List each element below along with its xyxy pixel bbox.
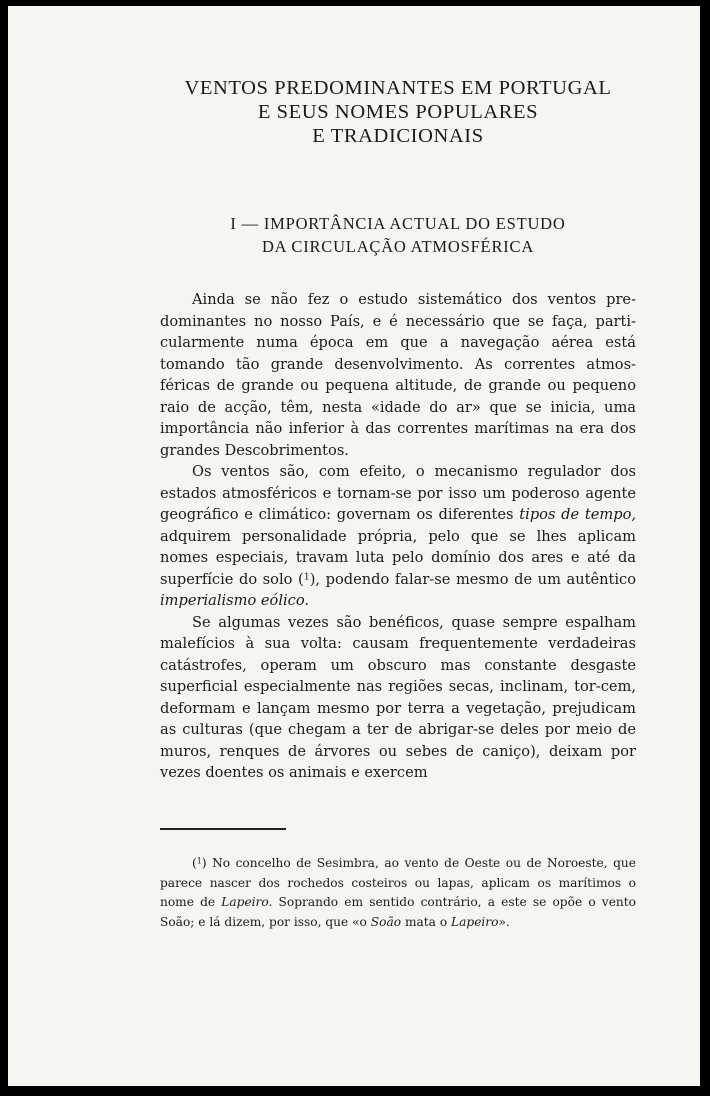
section-heading xyxy=(160,212,636,258)
title-line-3: E TRADICIONAIS xyxy=(312,125,484,147)
footnote-text-c: mata o xyxy=(401,914,452,929)
footnote-text-d: ». xyxy=(498,914,510,929)
body-text xyxy=(160,289,636,784)
paragraph-2-text-b: adquirem personalidade própria, pelo que se lhes aplicam nomes especiais, travam luta pelo domínio dos ares e até da superfície do solo ( xyxy=(160,527,636,588)
footnote-paragraph: ($^1$) No concelho de Sesimbra, ao vento de Oeste ou de Noroeste, que parece nascer dos rochedos costeiros ou lapas, aplicam os marítimos o nome de Lapeiro. Soprando em sentido contrário, a este se opõe o vento Soão; e lá dizem, por isso, que «o Soão mata o Lapeiro». xyxy=(160,856,636,929)
footnote-ref[interactable]: 1 xyxy=(303,571,310,583)
title-line-1: VENTOS PREDOMINANTES EM PORTUGAL xyxy=(184,77,612,99)
paragraph-3: Se algumas vezes são benéficos, quase sempre espalham malefícios à sua volta: causam frequentemente verdadeiras catástrofes, operam um obscuro mas constante desgaste superficial especialmente nas regiões secas, inclinam, tor-cem, deformam e lançam mesmo por terra a vegetação, prejudicam as culturas (que chegam a ter de abrigar-se deles por meio de muros, renques de árvores ou sebes de caniço), deixam por vezes doentes os animais e exercem xyxy=(160,613,636,781)
book-page xyxy=(8,6,700,1086)
lapeiro-italic: Lapeiro. xyxy=(221,895,273,909)
paragraph-2-text-a: Os ventos são, com efeito, o mecanismo regulador dos estados atmosféricos e tornam-se por isso um poderoso agente geográfico e climático: governam os diferentes xyxy=(160,463,636,523)
title-line-2: E SEUS NOMES POPULARES xyxy=(257,101,539,123)
paragraph-1: Ainda se não fez o estudo sistemático dos ventos pre-dominantes no nosso País, e é necessário que se faça, parti-cularmente numa época em que a navegação aérea está tomando tão grande desenvolvimento. As correntes atmos-féricas de grande ou pequena altitude, de grande ou pequeno raio de acção, têm, nesta «idade do ar» que se inicia, uma importância não inferior à das correntes marítimas na era dos grandes Descobrimentos. xyxy=(160,291,636,459)
footnote xyxy=(160,854,636,932)
footnote-divider xyxy=(160,828,286,830)
lapeiro-italic-2: Lapeiro xyxy=(451,914,499,929)
footnote-text-b: Soprando em sentido contrário, a este se opõe o vento Soão; e lá dizem, por isso, que «o xyxy=(160,895,636,929)
imperialismo-eolico-italic: imperialismo eólico. xyxy=(160,592,310,609)
soao-italic: Soão xyxy=(370,914,402,929)
footnote-text-a: No concelho de Sesimbra, ao vento de Oeste ou de Noroeste, que parece nascer dos rochedos costeiros ou lapas, aplicam os marítimos o nome de xyxy=(160,856,636,909)
tipos-de-tempo-italic: tipos de tempo, xyxy=(519,506,637,523)
paragraph-2 xyxy=(160,461,636,612)
section-line-2: DA CIRCULAÇÃO ATMOSFÉRICA xyxy=(261,237,535,256)
section-line-1: I — IMPORTÂNCIA ACTUAL DO ESTUDO xyxy=(230,214,566,233)
paragraph-2-text-c: ), podendo falar-se mesmo de um autêntico xyxy=(309,570,636,588)
chapter-title xyxy=(160,76,636,148)
footnote-marker: 1 xyxy=(196,856,202,866)
